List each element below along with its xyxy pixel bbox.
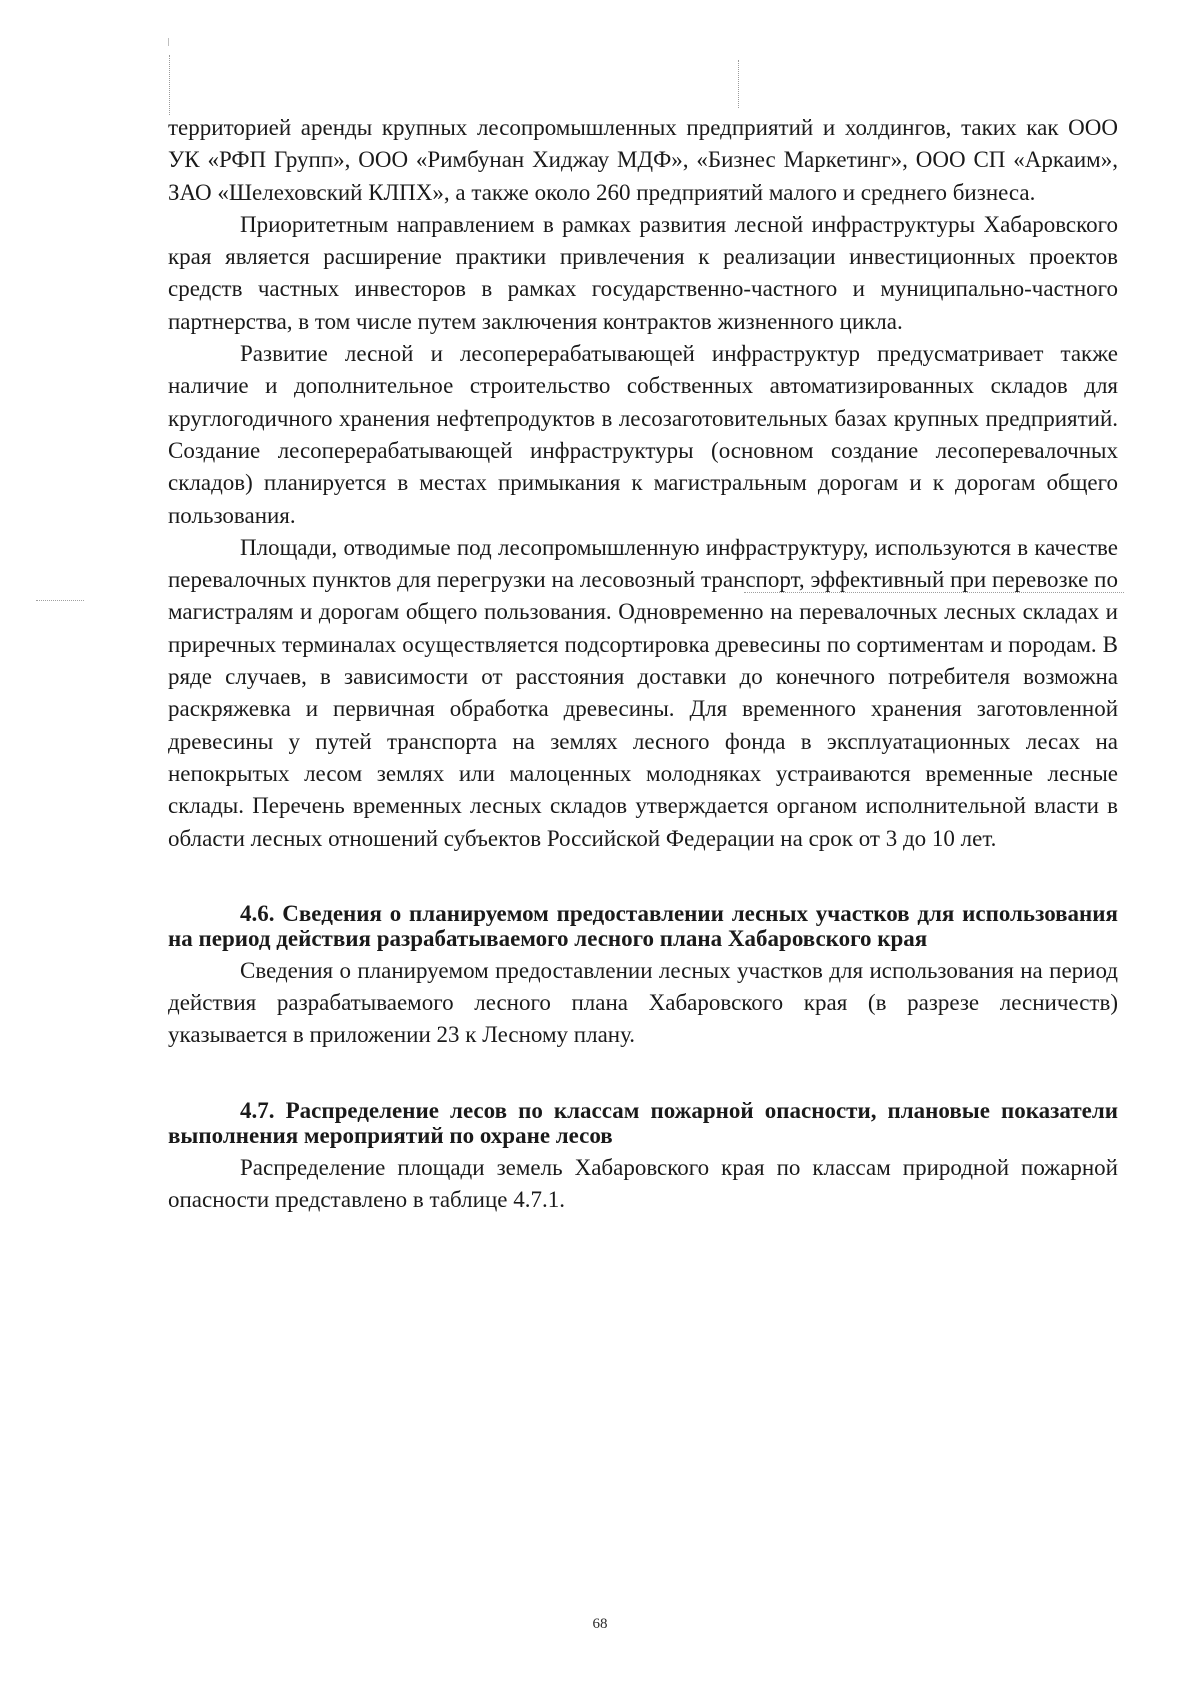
- paragraph: Развитие лесной и лесоперерабатывающей инфраструктур предусматривает также наличие и дополнительное строительство собственных автоматизированных складов для круглогодичного хранения нефтепродуктов в лесозаготовительных базах крупных предприятий. Создание лесоперерабатывающей инфраструктуры (основном создание лесоперевалочных складов) планируется в местах примыкания к магистральным дорогам и к дорогам общего пользования.: [168, 341, 1118, 528]
- document-body: [168, 112, 1118, 1216]
- paragraph: территорией аренды крупных лесопромышленных предприятий и холдингов, таких как ООО УК «РФП Групп», ООО «Римбунан Хиджау МДФ», «Бизнес Маркетинг», ООО СП «Аркаим», ЗАО «Шелеховский КЛПХ», а также около 260 предприятий малого и среднего бизнеса.: [168, 115, 1118, 205]
- scan-artifact-mark: [168, 38, 169, 46]
- scan-artifact-dots: [738, 60, 739, 108]
- section-heading-4-7: 4.7. Распределение лесов по классам пожарной опасности, плановые показатели выполнения мероприятий по охране лесов: [168, 1097, 1118, 1148]
- section-4-7-paragraph: Распределение площади земель Хабаровского края по классам природной пожарной опасности представлено в таблице 4.7.1.: [168, 1154, 1118, 1213]
- section-4-6-paragraph: Сведения о планируемом предоставлении лесных участков для использования на период действия разрабатываемого лесного плана Хабаровского края (в разрезе лесничеств) указывается в приложении 23 к Лесному плану.: [168, 957, 1118, 1048]
- section-spacer: [168, 1052, 1118, 1098]
- scan-artifact-dots: [169, 55, 170, 115]
- section-spacer: [168, 855, 1118, 901]
- page-number: 68: [592, 1616, 608, 1632]
- paragraph: Приоритетным направлением в рамках развития лесной инфраструктуры Хабаровского края является расширение практики привлечения к реализации инвестиционных проектов средств частных инвесторов в рамках государственно-частного и муниципально-частного партнерства, в том числе путем заключения контрактов жизненного цикла.: [168, 211, 1118, 334]
- paragraph: Площади, отводимые под лесопромышленную инфраструктуру, используются в качестве перевалочных пунктов для перегрузки на лесовозный транспорт, эффективный при перевозке по магистралям и дорогам общего пользования. Одновременно на перевалочных лесных складах и приречных терминалах осуществляется подсортировка древесины по сортиментам и породам. В ряде случаев, в зависимости от расстояния доставки до конечного потребителя возможна раскряжевка и первичная обработка древесины. Для временного хранения заготовленной древесины у путей транспорта на землях лесного фонда в эксплуатационных лесах на непокрытых лесом землях или малоценных молодняках устраиваются временные лесные склады. Перечень временных лесных складов утверждается органом исполнительной власти в области лесных отношений субъектов Российской Федерации на срок от 3 до 10 лет.: [168, 534, 1118, 851]
- scan-artifact-dots: [36, 600, 84, 601]
- section-heading-4-6: 4.6. Сведения о планируемом предоставлении лесных участков для использования на период действия разрабатываемого лесного плана Хабаровского края: [168, 900, 1118, 951]
